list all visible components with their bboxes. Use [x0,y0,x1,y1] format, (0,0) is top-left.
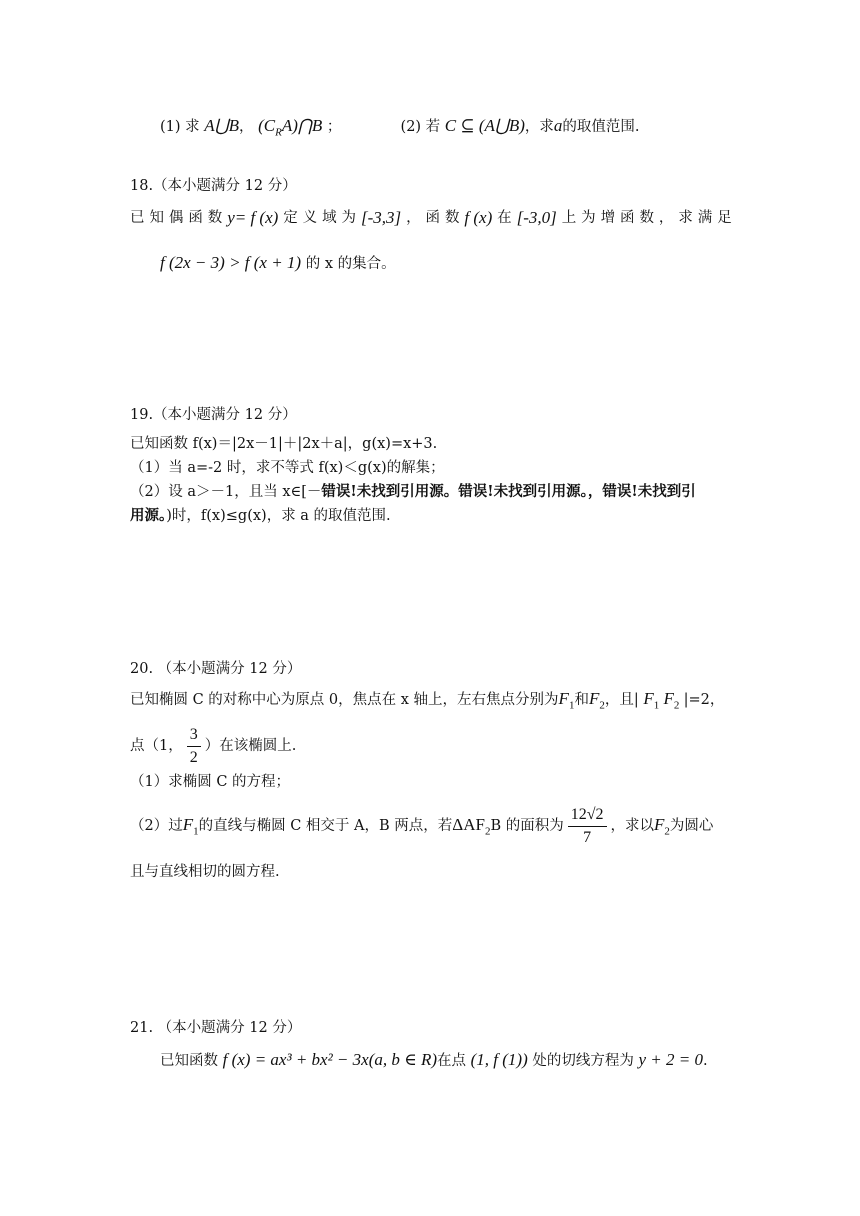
p20-line1-text: 已知椭圆 C 的对称中心为原点 0，焦点在 x 轴上，左右焦点分别为 [130,692,559,708]
problem-21-header: 21. （本小题满分 12 分） [130,1020,302,1036]
p20-f1f2: $F_1$ $F_2$ [643,689,680,712]
p17-part2-end: 的取值范围. [562,119,640,135]
p20-point-prefix: 点（1， [130,738,183,754]
p18-line1-token: ， [658,210,674,226]
p21-tangent-eq: y + 2 = 0 [638,1050,703,1069]
p21-l1-b: 在点 [437,1053,466,1069]
p17-union-expr: A⋃B [204,116,239,135]
problem-17-parts [160,116,732,142]
problem-19-header: 19.（本小题满分 12 分） [130,407,297,423]
p18-line1-token: f (x) [464,208,493,227]
p17-part1-end: ； [326,119,342,135]
p20-l4-a: （2）过 [130,818,183,834]
p20-and: 和 [574,692,589,708]
problem-21-line-1 [160,1050,732,1071]
p18-line1-token: [-3,0] [516,208,557,227]
p18-line1-token: 数 [444,210,460,226]
p18-line1-token: 定 [283,210,298,226]
problem-19-line-2: （1）当 a=-2 时，求不等式 f(x)＜g(x)的解集； [130,460,445,476]
p20-triangle: $\Delta AF_2$ [452,815,491,838]
problem-18-header: 18.（本小题满分 12 分） [130,178,297,194]
p17-sep: ， [238,119,254,135]
p18-line1-token: 偶 [168,210,184,226]
p18-line1-token: 知 [149,210,164,226]
problem-20-line-4 [130,800,732,850]
p18-line2-text: 的 x 的集合。 [305,256,396,272]
p20-line1-c: |=2， [683,692,725,708]
p18-line1-token: 数 [639,210,654,226]
p17-part1-prefix: (1) 求 [160,119,200,135]
p17-var-a: a [553,116,563,135]
p18-line1-token: 在 [497,210,512,226]
p20-fraction-area: $\frac{12√2}{7}$ [568,804,607,849]
p18-line1-token: 求 [678,210,693,226]
p18-line1-token: 增 [600,210,616,226]
p18-inequality: f (2x − 3) > f (x + 1) [160,253,302,272]
problem-19-line-4 [130,506,732,526]
p21-function-expr: f (x) = ax³ + bx² − 3x(a, b ∈ R) [222,1050,437,1069]
p20-f2: $F_2$ [588,689,605,712]
p20-line1-b: ，且| [604,692,639,708]
p17-part2-prefix: (2) 若 [400,119,441,135]
problem-18-line-1 [130,208,732,228]
p20-l4-d: ，求以 [610,818,655,834]
p18-line1-token: ， [406,210,421,226]
p21-l1-a: 已知函数 [160,1053,218,1069]
problem-19-line-1: 已知函数 f(x)＝|2x－1|＋|2x＋a|，g(x)=x+3. [130,436,438,452]
p18-line1-token: 函 [188,210,203,226]
p19-line3-text: （2）设 a＞－1，且当 x∈[－ [130,484,322,500]
problem-20-line-1 [130,689,732,715]
p18-line1-token: 满 [697,210,713,226]
p19-line4-text: )时，f(x)≤g(x)，求 a 的取值范围. [166,508,391,524]
p17-part2-mid: ，求 [524,119,554,135]
p18-line1-token: 足 [717,210,732,226]
p18-line1-token: 已 [130,210,145,226]
p20-f2-b: $F_2$ [654,815,670,838]
p21-l1-c: 处的切线方程为 [532,1053,634,1069]
p18-line1-token: [-3,3] [360,208,402,227]
p19-ref-error-cont: 用源。 [130,507,167,524]
p20-fraction-3-2: $\frac{3}{2}$ [187,724,201,769]
p21-point: (1, f (1)) [470,1050,528,1069]
p17-subset-expr: C ⊆ (A⋃B) [444,116,525,135]
p20-l4-b: 的直线与椭圆 C 相交于 A，B 两点，若 [198,818,453,834]
problem-20-line-5: 且与直线相切的圆方程. [130,864,280,880]
p20-f1-b: $F_1$ [182,815,199,838]
problem-20-header: 20. （本小题满分 12 分） [130,661,302,677]
p20-l4-e: 为圆心 [669,818,714,834]
p17-complement-expr: $(C_RA)⋂B$ [258,116,323,139]
p21-end: . [702,1053,708,1069]
p19-ref-error: 错误!未找到引用源。错误!未找到引用源。，错误!未找到引 [321,483,696,500]
p18-line1-token: y= f (x) [227,208,279,227]
p18-line1-token: 为 [341,210,357,226]
problem-19-line-3 [130,482,732,502]
p18-line1-token: 上 [561,210,577,226]
p18-line1-token: 数 [207,210,223,226]
p18-line1-token: 域 [322,210,337,226]
p18-line1-token: 义 [302,210,318,226]
problem-18-line-2 [160,253,732,274]
p18-line1-token: 函 [425,210,441,226]
p20-f1: $F_1$ [558,689,575,712]
problem-20-line-2 [130,722,732,770]
p20-point-suffix: ）在该椭圆上. [204,738,297,754]
problem-20-line-3: （1）求椭圆 C 的方程； [130,774,291,790]
p18-line1-token: 为 [581,210,596,226]
p20-l4-c: B 的面积为 [490,818,564,834]
p18-line1-token: 函 [620,210,635,226]
